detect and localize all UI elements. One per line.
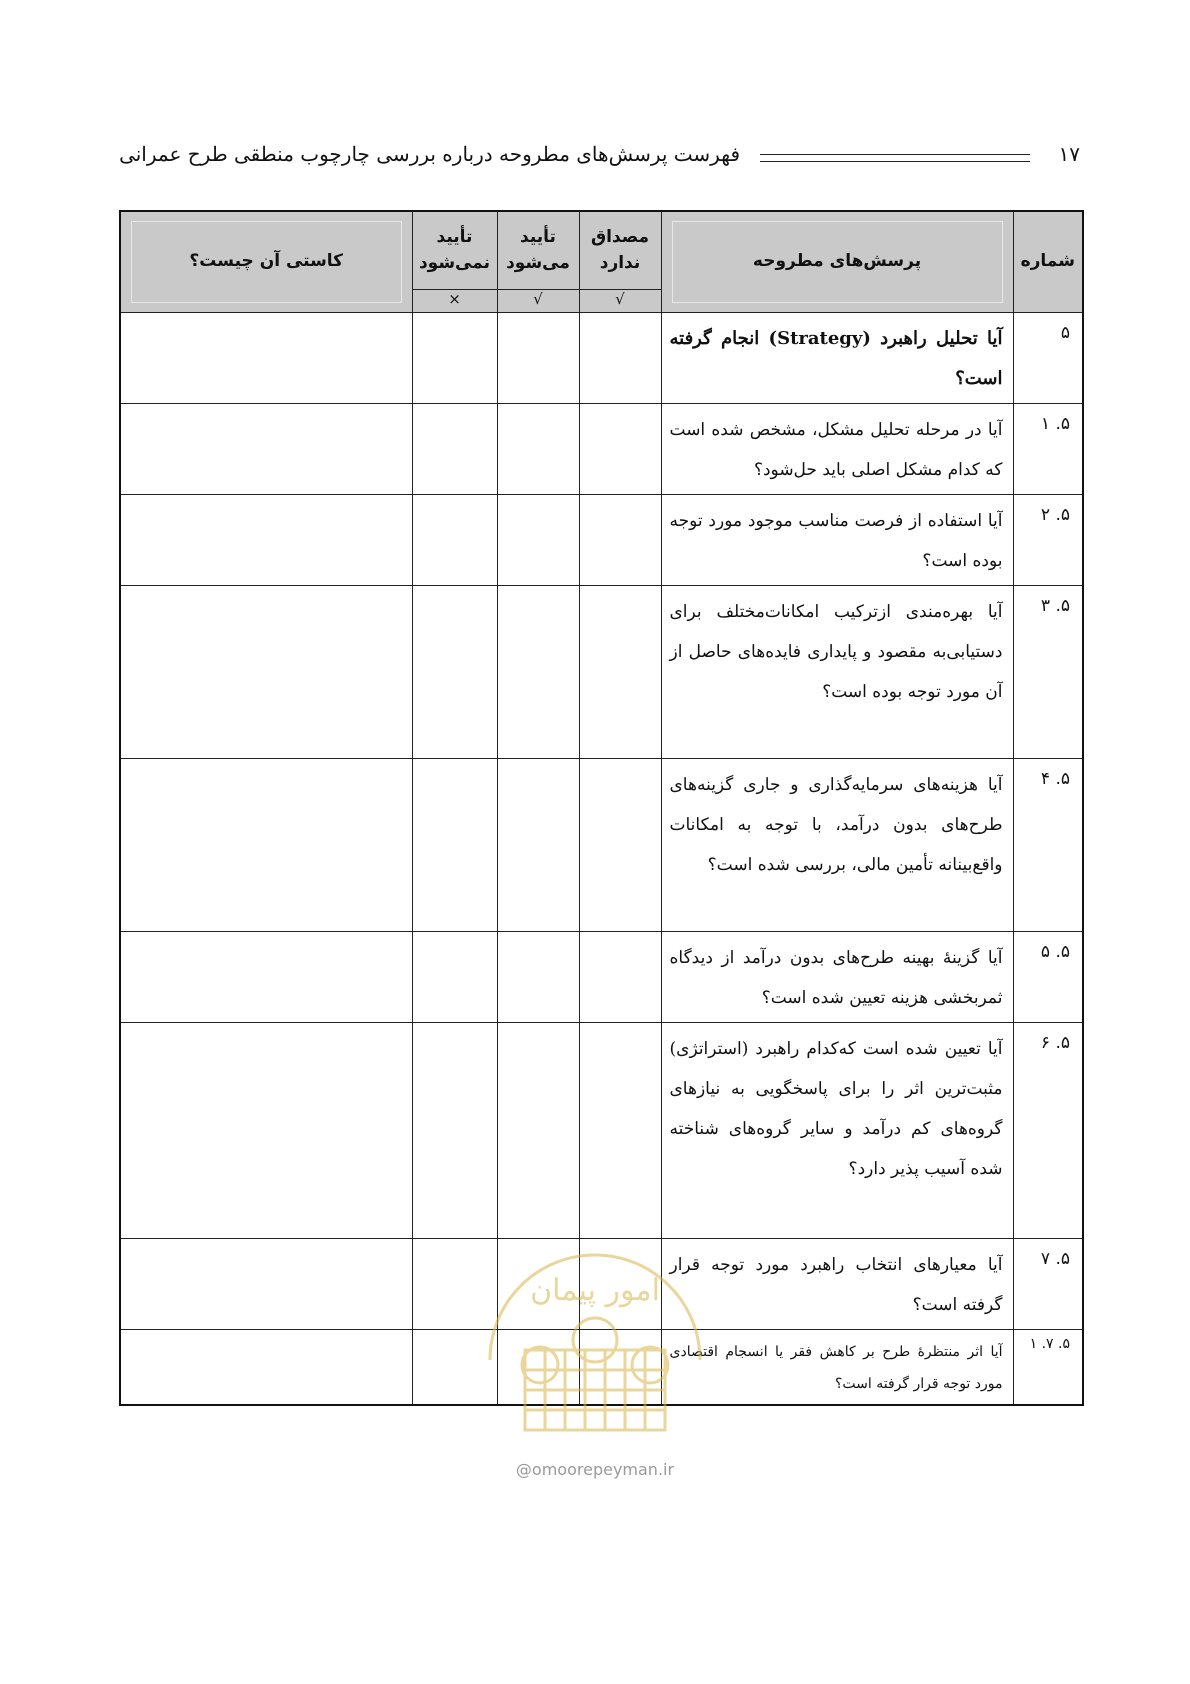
col-header-deficiency	[120, 211, 412, 313]
scales-icon	[522, 1347, 558, 1383]
table-row	[120, 1023, 1083, 1239]
row-number: ۵	[1013, 313, 1083, 404]
cell-not-confirmed[interactable]	[412, 404, 497, 495]
cell-not-applicable[interactable]	[579, 759, 661, 932]
cell-not-confirmed[interactable]	[412, 586, 497, 759]
cell-not-applicable[interactable]	[579, 1023, 661, 1239]
header-row	[120, 211, 1083, 290]
row-question: آیا تحلیل راهبرد (Strategy) انجام گرفته است؟	[661, 313, 1013, 404]
cell-not-applicable[interactable]	[579, 313, 661, 404]
cell-confirmed[interactable]	[497, 313, 579, 404]
cell-not-applicable[interactable]	[579, 404, 661, 495]
cell-not-applicable[interactable]	[579, 932, 661, 1023]
table-row	[120, 759, 1083, 932]
col-header-question-label: پرسش‌های مطروحه	[752, 251, 922, 272]
row-question: آیا در مرحله تحلیل مشکل، مشخص شده است که کدام مشکل اصلی باید حل‌شود؟	[661, 404, 1013, 495]
cell-deficiency[interactable]	[120, 932, 412, 1023]
excavator-icon	[632, 1347, 668, 1383]
row-number: ۵. ۲	[1013, 495, 1083, 586]
row-question: آیا معیارهای انتخاب راهبرد مورد توجه قرار گرفته است؟	[661, 1239, 1013, 1330]
cell-confirmed[interactable]	[497, 932, 579, 1023]
cell-confirmed[interactable]	[497, 404, 579, 495]
col-header-deficiency-label: کاستی آن چیست؟	[189, 251, 344, 272]
col-header-number-label: شماره	[1020, 251, 1075, 272]
cell-not-confirmed[interactable]	[412, 313, 497, 404]
cell-deficiency[interactable]	[120, 1239, 412, 1330]
row-number: ۵. ۷. ۱	[1013, 1330, 1083, 1406]
cell-not-confirmed[interactable]	[412, 1023, 497, 1239]
col-header-number	[1013, 211, 1083, 313]
col-header-not-confirmed-label: تأیید نمی‌شود	[418, 227, 491, 273]
gear-icon	[573, 1318, 617, 1362]
cell-deficiency[interactable]	[120, 495, 412, 586]
col-header-not-confirmed	[412, 211, 497, 290]
row-number: ۵. ۳	[1013, 586, 1083, 759]
running-header	[119, 142, 1080, 178]
row-question: آیا اثر منتظرهٔ طرح بر کاهش فقر یا انسجام اقتصادی مورد توجه قرار گرفته است؟	[661, 1330, 1013, 1406]
row-question: آیا استفاده از فرصت مناسب موجود مورد توجه بوده است؟	[661, 495, 1013, 586]
mark-not-confirmed: ×	[412, 290, 497, 313]
row-question: آیا هزینه‌های سرمایه‌گذاری و جاری گزینه‌های طرح‌های بدون درآمد، با توجه به امکانات واقع‌بینانه تأمین مالی، بررسی شده است؟	[661, 759, 1013, 932]
col-header-not-applicable	[579, 211, 661, 290]
row-number: ۵. ۵	[1013, 932, 1083, 1023]
row-question: آیا بهره‌مندی ازترکیب امکانات‌مختلف برای دستیابی‌به مقصود و پایداری فایده‌های حاصل از آن مورد توجه بوده است؟	[661, 586, 1013, 759]
cell-deficiency[interactable]	[120, 404, 412, 495]
cell-deficiency[interactable]	[120, 586, 412, 759]
cell-not-applicable[interactable]	[579, 495, 661, 586]
row-number: ۵. ۶	[1013, 1023, 1083, 1239]
col-header-not-applicable-label: مصداق ندارد	[590, 227, 650, 273]
table-row	[120, 495, 1083, 586]
cell-not-confirmed[interactable]	[412, 759, 497, 932]
cell-not-confirmed[interactable]	[412, 932, 497, 1023]
row-number: ۵. ۷	[1013, 1239, 1083, 1330]
watermark-logo	[470, 1240, 720, 1455]
cell-deficiency[interactable]	[120, 759, 412, 932]
cell-not-applicable[interactable]	[579, 586, 661, 759]
checklist-table	[119, 210, 1084, 1406]
row-question: آیا گزینهٔ بهینه طرح‌های بدون درآمد از دیدگاه ثمربخشی هزینه تعیین شده است؟	[661, 932, 1013, 1023]
table-row	[120, 586, 1083, 759]
page-number: ۱۷	[1058, 142, 1080, 166]
table-row	[120, 932, 1083, 1023]
col-header-confirmed-label: تأیید می‌شود	[506, 227, 570, 273]
cell-confirmed[interactable]	[497, 495, 579, 586]
row-number: ۵. ۴	[1013, 759, 1083, 932]
logo-text: امور پیمان	[530, 1273, 660, 1308]
table-row	[120, 404, 1083, 495]
watermark-site: @omoorepeyman.ir	[515, 1460, 675, 1479]
mark-not-applicable: √	[579, 290, 661, 313]
cell-deficiency[interactable]	[120, 1023, 412, 1239]
row-number: ۵. ۱	[1013, 404, 1083, 495]
mark-confirmed: √	[497, 290, 579, 313]
cell-deficiency[interactable]	[120, 313, 412, 404]
col-header-confirmed	[497, 211, 579, 290]
cell-deficiency[interactable]	[120, 1330, 412, 1406]
header-double-rule	[760, 154, 1030, 162]
table-row	[120, 313, 1083, 404]
cell-confirmed[interactable]	[497, 759, 579, 932]
cell-confirmed[interactable]	[497, 586, 579, 759]
col-header-question	[661, 211, 1013, 313]
header-title: فهرست پرسش‌های مطروحه درباره بررسی چارچوب منطقی طرح عمرانی	[119, 142, 740, 166]
cell-not-confirmed[interactable]	[412, 495, 497, 586]
cell-confirmed[interactable]	[497, 1023, 579, 1239]
row-question: آیا تعیین شده است که‌کدام راهبرد (استراتژی) مثبت‌ترین اثر را برای پاسخگویی به نیازهای گروه‌های کم درآمد و سایر گروه‌های شناخته شده آسیب پذیر دارد؟	[661, 1023, 1013, 1239]
